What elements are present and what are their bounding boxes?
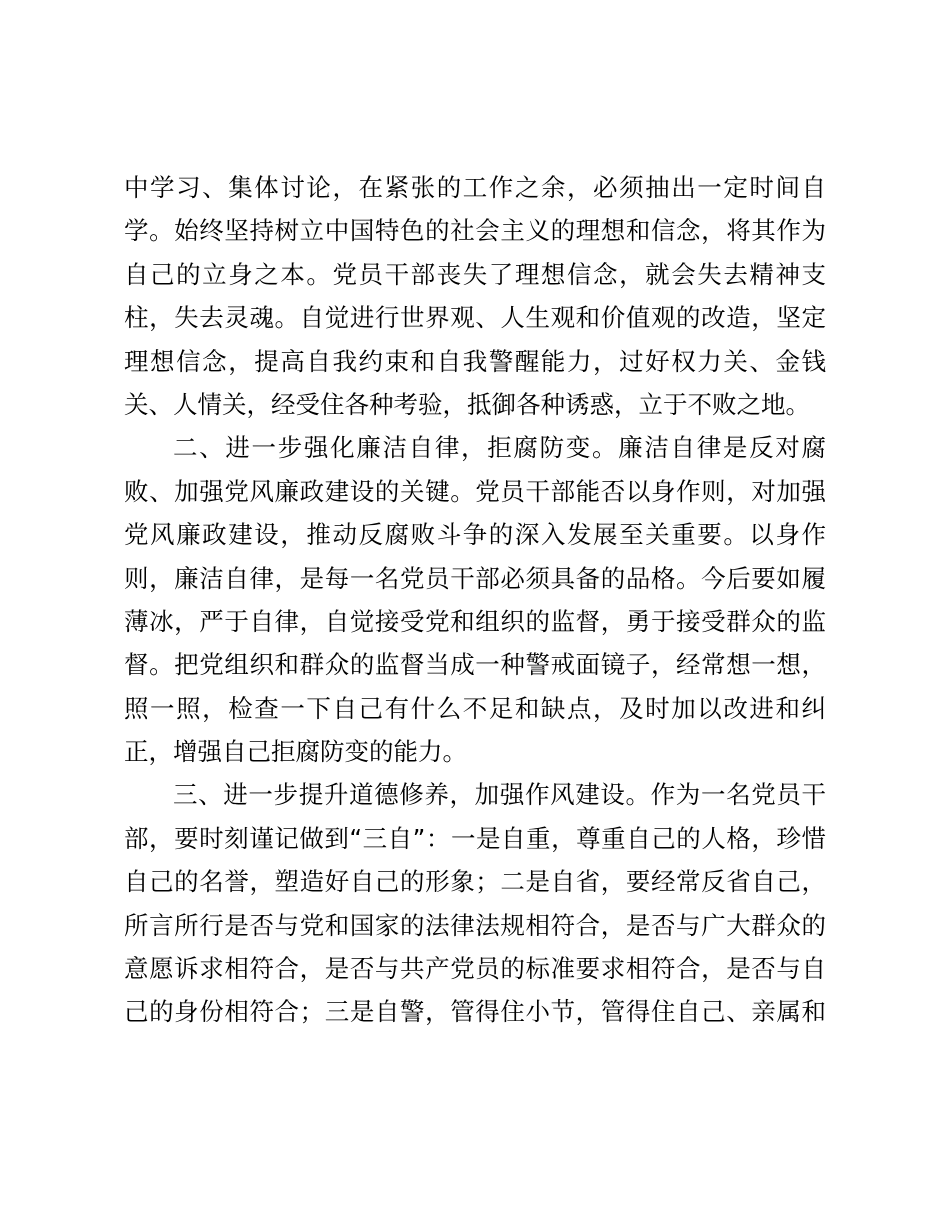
text-line: 柱，失去灵魂。自觉进行世界观、人生观和价值观的改造，坚定 — [124, 303, 826, 333]
text-line: 关、人情关，经受住各种考验，抵御各种诱惑，立于不败之地。 — [124, 389, 810, 419]
text-line: 自己的名誉，塑造好自己的形象；二是自省，要经常反省自己， — [124, 867, 826, 897]
paragraph-heading-line: 二、进一步强化廉洁自律，拒腐防变。廉洁自律是反对腐 — [173, 433, 826, 463]
paragraph-heading-line: 三、进一步提升道德修养，加强作风建设。作为一名党员干 — [173, 780, 826, 810]
text-line: 督。把党组织和群众的监督当成一种警戒面镜子，经常想一想， — [124, 650, 826, 680]
text-line: 则，廉洁自律，是每一名党员干部必须具备的品格。今后要如履 — [124, 563, 826, 593]
text-line: 照一照，检查一下自己有什么不足和缺点，及时加以改进和纠 — [124, 693, 826, 723]
text-line: 正，增强自己拒腐防变的能力。 — [124, 737, 467, 767]
document-body — [124, 166, 826, 1034]
text-line: 败、加强党风廉政建设的关键。党员干部能否以身作则，对加强 — [124, 476, 826, 506]
text-line: 党风廉政建设，推动反腐败斗争的深入发展至关重要。以身作 — [124, 520, 826, 550]
text-line: 意愿诉求相符合，是否与共产党员的标准要求相符合，是否与自 — [124, 954, 826, 984]
text-line: 自己的立身之本。党员干部丧失了理想信念，就会失去精神支 — [124, 259, 826, 289]
text-line: 部，要时刻谨记做到“三自”：一是自重，尊重自己的人格，珍惜 — [124, 823, 826, 853]
text-line: 所言所行是否与党和国家的法律法规相符合，是否与广大群众的 — [124, 910, 826, 940]
text-line: 中学习、集体讨论，在紧张的工作之余，必须抽出一定时间自 — [124, 173, 826, 202]
text-line: 理想信念，提高自我约束和自我警醒能力，过好权力关、金钱 — [124, 346, 826, 376]
text-line: 学。始终坚持树立中国特色的社会主义的理想和信念，将其作为 — [124, 216, 826, 246]
text-line: 己的身份相符合；三是自警，管得住小节，管得住自己、亲属和 — [124, 997, 826, 1027]
text-line: 薄冰，严于自律，自觉接受党和组织的监督，勇于接受群众的监 — [124, 606, 826, 636]
